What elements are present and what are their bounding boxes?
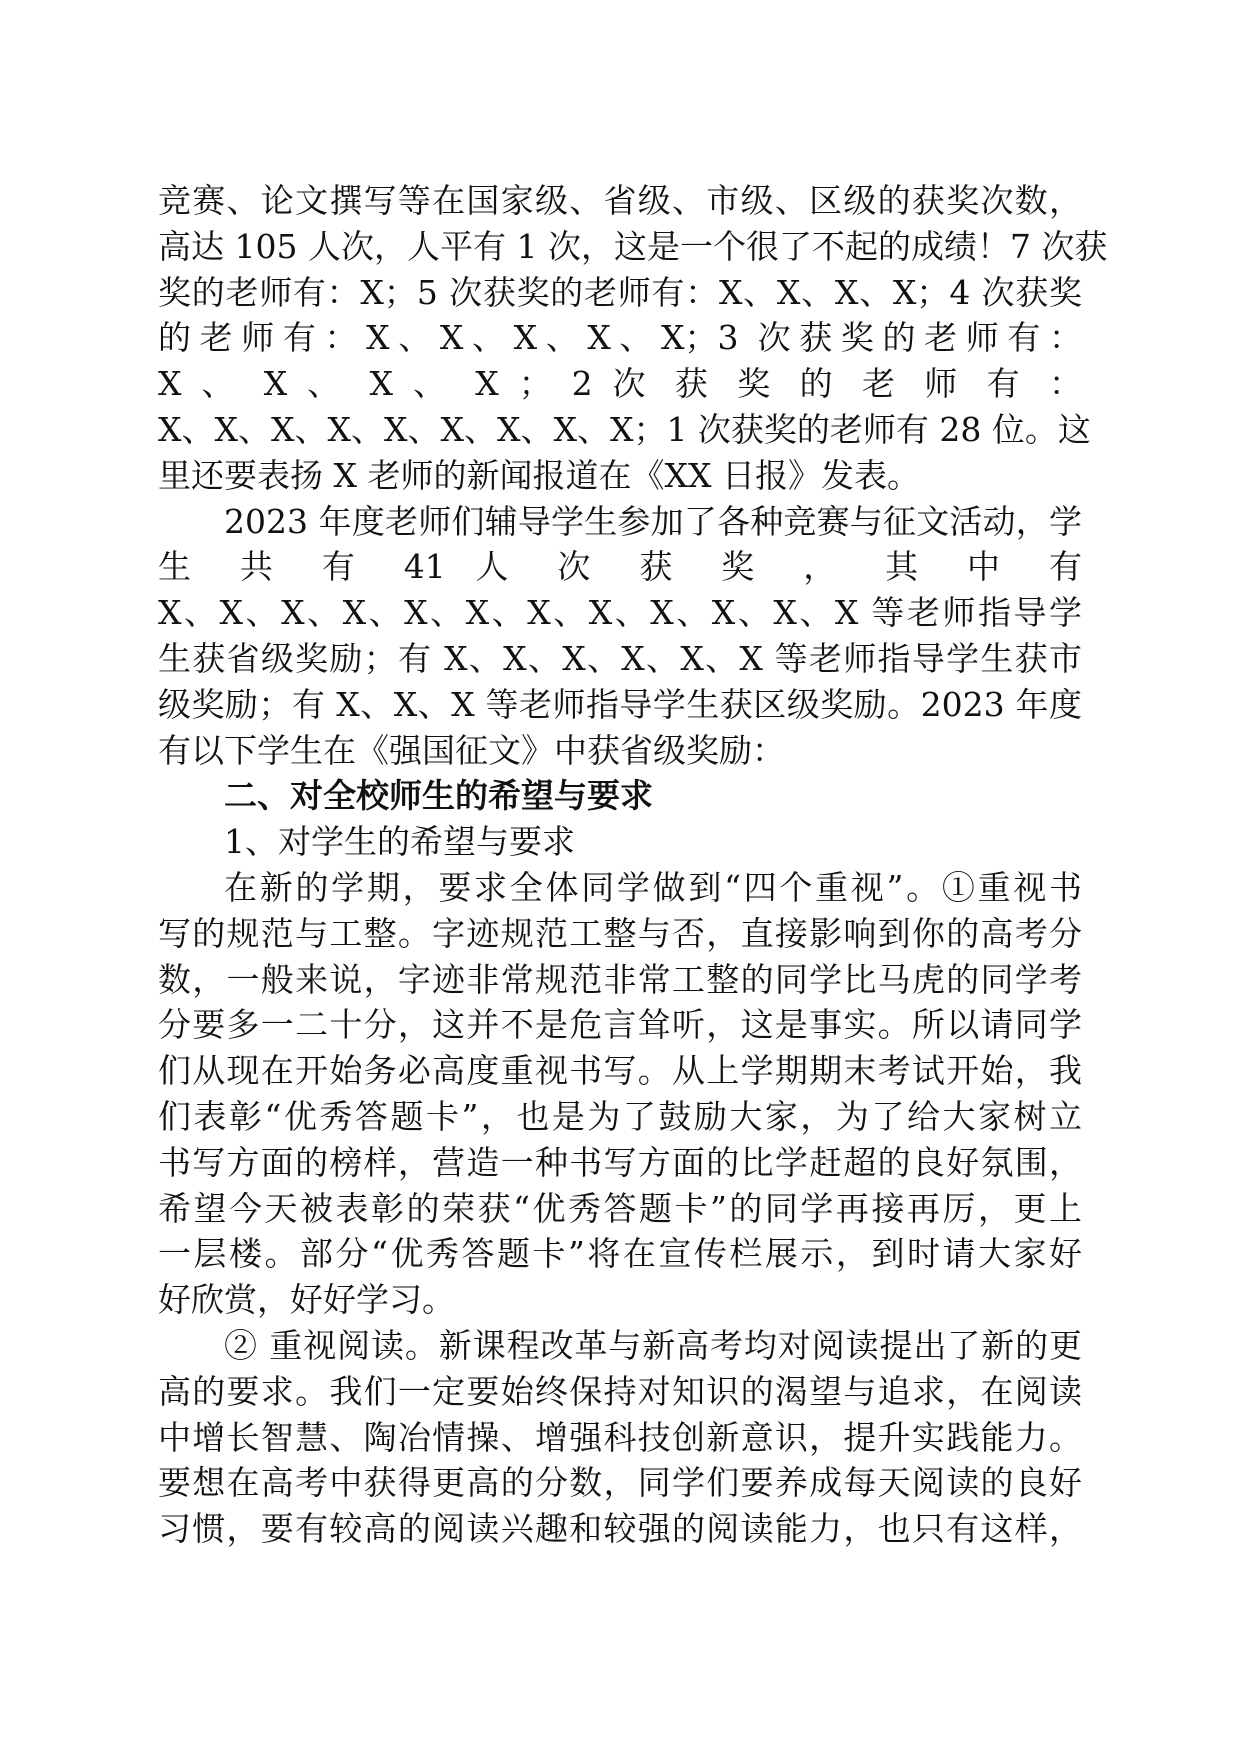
text-line: 生获省级奖励；有 X、X、X、X、X、X 等老师指导学生获市: [158, 638, 1082, 678]
text-line: 里还要表扬 X 老师的新闻报道在《XX 日报》发表。: [158, 455, 920, 495]
text-line: 希望今天被表彰的荣获“优秀答题卡”的同学再接再厉，更上: [158, 1188, 1082, 1228]
text-line: 要想在高考中获得更高的分数，同学们要养成每天阅读的良好: [158, 1463, 1082, 1503]
text-line: 生 共 有 41 人 次 获 奖 ， 其 中 有: [158, 547, 1082, 587]
document-body: [158, 178, 1108, 1552]
text-line: ② 重视阅读。新课程改革与新高考均对阅读提出了新的更: [224, 1325, 1082, 1365]
text-line: 高达 105 人次，人平有 1 次，这是一个很了不起的成绩！7 次获: [158, 226, 1108, 266]
text-line: 2023 年度老师们辅导学生参加了各种竞赛与征文活动，学: [224, 501, 1082, 541]
text-line: 们从现在开始务必高度重视书写。从上学期期末考试开始，我: [158, 1051, 1082, 1091]
text-line: 奖的老师有：X；5 次获奖的老师有：X、X、X、X；4 次获奖: [158, 272, 1082, 312]
subsection-heading: 1、对学生的希望与要求: [224, 822, 575, 862]
text-line: 们表彰“优秀答题卡”，也是为了鼓励大家，为了给大家树立: [158, 1096, 1082, 1136]
text-line: 在新的学期，要求全体同学做到“四个重视”。①重视书: [224, 867, 1082, 907]
text-line: 竞赛、论文撰写等在国家级、省级、市级、区级的获奖次数，: [158, 181, 1082, 220]
text-line: X、X、X、X、X、X、X、X、X、X、X、X 等老师指导学: [158, 593, 1082, 633]
text-line: 写的规范与工整。字迹规范工整与否，直接影响到你的高考分: [158, 913, 1082, 953]
text-line: 数，一般来说，字迹非常规范非常工整的同学比马虎的同学考: [158, 959, 1082, 999]
text-line: 书写方面的榜样，营造一种书写方面的比学赶超的良好氛围，: [158, 1142, 1082, 1182]
text-line: 高的要求。我们一定要始终保持对知识的渴望与追求，在阅读: [158, 1371, 1082, 1411]
text-line: 习惯，要有较高的阅读兴趣和较强的阅读能力，也只有这样，: [158, 1509, 1082, 1549]
section-heading: 二、对全校师生的希望与要求: [224, 776, 653, 816]
text-line: 一层楼。部分“优秀答题卡”将在宣传栏展示，到时请大家好: [158, 1234, 1082, 1274]
text-line: 有以下学生在《强国征文》中获省级奖励：: [158, 730, 785, 770]
text-line: 好欣赏，好好学习。: [158, 1280, 455, 1320]
text-line: X、X、X、X、X、X、X、X、X；1 次获奖的老师有 28 位。这: [158, 409, 1091, 449]
text-line: 级奖励；有 X、X、X 等老师指导学生获区级奖励。2023 年度: [158, 684, 1082, 724]
text-line: X 、 X 、 X 、 X ； 2 次 获 奖 的 老 师 有 ：: [158, 364, 1082, 404]
text-line: 分要多一二十分，这并不是危言耸听，这是事实。所以请同学: [158, 1005, 1082, 1045]
text-line: 的老师有：X、X、X、X、X；3 次获奖的老师有：: [158, 318, 1082, 358]
text-line: 中增长智慧、陶冶情操、增强科技创新意识，提升实践能力。: [158, 1417, 1082, 1457]
